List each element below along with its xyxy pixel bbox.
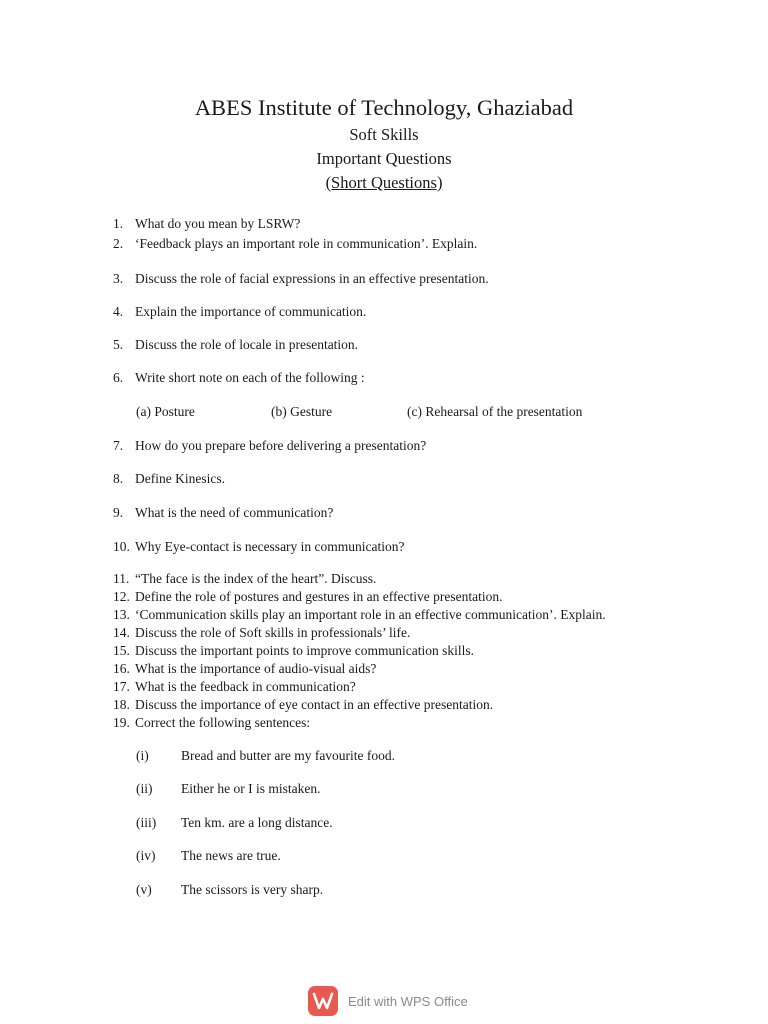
question-12: 12. Define the role of postures and gestures in an effective presentation. bbox=[113, 589, 503, 604]
q6-option-c: (c) Rehearsal of the presentation bbox=[407, 404, 583, 419]
question-19: 19. Correct the following sentences: bbox=[113, 715, 311, 730]
sentence-4-text: The news are true. bbox=[181, 848, 281, 863]
institute-title: ABES Institute of Technology, Ghaziabad bbox=[194, 95, 574, 120]
subject-title: Soft Skills bbox=[349, 125, 419, 144]
sentence-1-number: (i) bbox=[136, 748, 149, 763]
wps-logo-icon bbox=[308, 986, 338, 1016]
sentence-3-number: (iii) bbox=[136, 815, 157, 830]
question-9: 9. What is the need of communication? bbox=[113, 505, 334, 520]
question-3: 3. Discuss the role of facial expressions in an effective presentation. bbox=[113, 271, 489, 286]
sentence-1-text: Bread and butter are my favourite food. bbox=[181, 748, 396, 763]
subheading-title: (Short Questions) bbox=[325, 173, 443, 192]
question-18: 18. Discuss the importance of eye contact in an effective presentation. bbox=[113, 697, 494, 712]
question-13: 13. ‘Communication skills play an important role in an effective communication’. Explain. bbox=[113, 607, 606, 622]
wps-watermark[interactable] bbox=[308, 985, 468, 1017]
question-1: 1. What do you mean by LSRW? bbox=[113, 216, 301, 231]
sentence-2-number: (ii) bbox=[136, 781, 153, 796]
sentence-3-text: Ten km. are a long distance. bbox=[181, 815, 333, 830]
question-10: 10. Why Eye-contact is necessary in communication? bbox=[113, 539, 405, 554]
question-7: 7. How do you prepare before delivering a presentation? bbox=[113, 438, 427, 453]
sentence-5-number: (v) bbox=[136, 882, 152, 897]
question-8: 8. Define Kinesics. bbox=[113, 471, 225, 486]
question-6: 6. Write short note on each of the following : bbox=[113, 370, 365, 385]
question-2: 2. ‘Feedback plays an important role in communication’. Explain. bbox=[113, 236, 478, 251]
sentence-5-text: The scissors is very sharp. bbox=[181, 882, 324, 897]
q6-option-b: (b) Gesture bbox=[271, 404, 333, 419]
question-17: 17. What is the feedback in communication? bbox=[113, 679, 356, 694]
question-14: 14. Discuss the role of Soft skills in professionals’ life. bbox=[113, 625, 411, 640]
question-15: 15. Discuss the important points to improve communication skills. bbox=[113, 643, 474, 658]
question-11: 11. “The face is the index of the heart”. Discuss. bbox=[113, 571, 377, 586]
heading-title: Important Questions bbox=[316, 149, 452, 168]
question-16: 16. What is the importance of audio-visual aids? bbox=[113, 661, 377, 676]
sentence-2-text: Either he or I is mistaken. bbox=[181, 781, 321, 796]
wps-watermark-text: Edit with WPS Office bbox=[348, 993, 468, 1009]
sentence-4-number: (iv) bbox=[136, 848, 156, 863]
q6-option-a: (a) Posture bbox=[136, 404, 195, 419]
question-5: 5. Discuss the role of locale in presentation. bbox=[113, 337, 359, 352]
question-4: 4. Explain the importance of communication. bbox=[113, 304, 367, 319]
